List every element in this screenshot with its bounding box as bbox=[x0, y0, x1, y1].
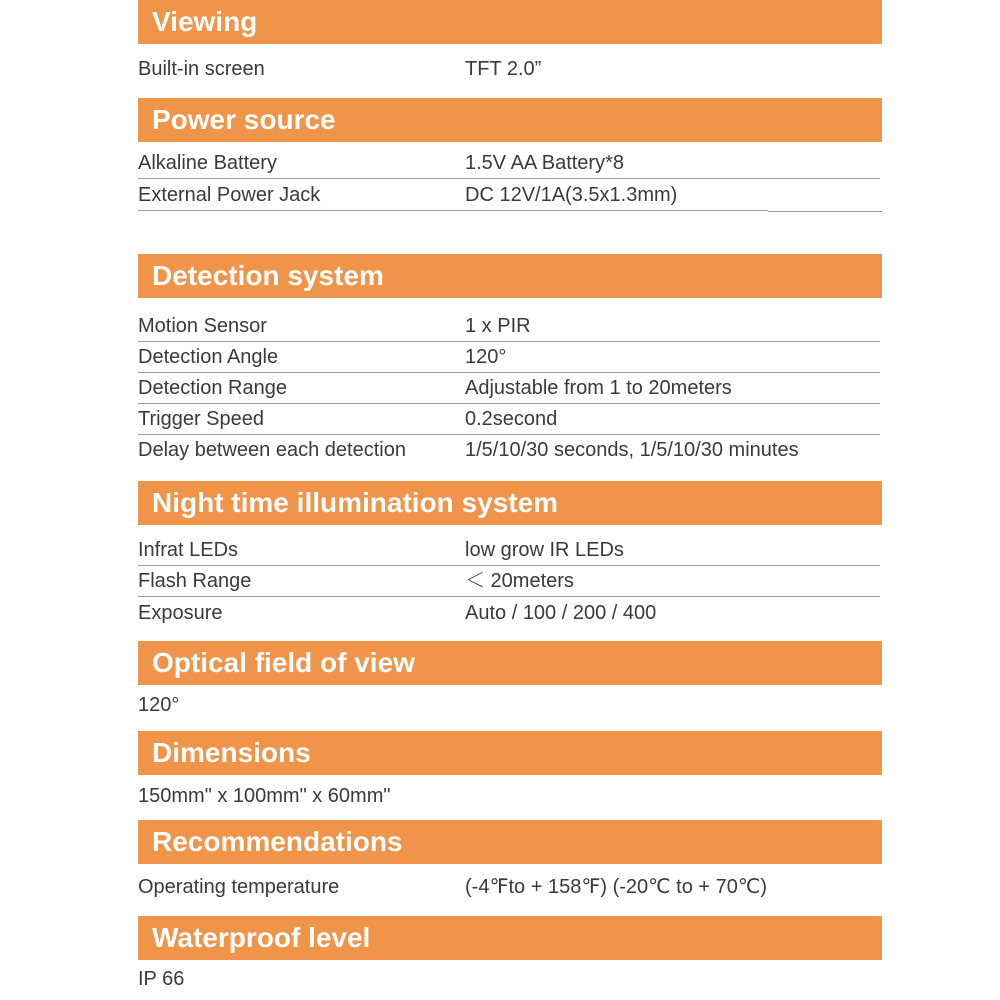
spec-label: Delay between each detection bbox=[138, 439, 406, 461]
spec-value: 120° bbox=[465, 346, 507, 368]
spec-value: Auto / 100 / 200 / 400 bbox=[465, 602, 657, 624]
spec-row-alkaline-battery bbox=[138, 148, 880, 179]
spec-row-detection-range bbox=[138, 373, 880, 404]
spec-value: DC 12V/1A(3.5x1.3mm) bbox=[465, 184, 678, 206]
spec-value: 0.2second bbox=[465, 408, 558, 430]
section-header-viewing: Viewing bbox=[138, 0, 882, 44]
spec-label: Built-in screen bbox=[138, 58, 265, 80]
spec-label: External Power Jack bbox=[138, 184, 321, 206]
spec-row-delay-between-detection bbox=[138, 435, 880, 465]
spec-row-exposure bbox=[138, 598, 880, 628]
spec-row-operating-temperature bbox=[138, 872, 880, 902]
spec-label: Detection Range bbox=[138, 377, 287, 399]
spec-label: Detection Angle bbox=[138, 346, 279, 368]
spec-value: 1/5/10/30 seconds, 1/5/10/30 minutes bbox=[465, 439, 799, 461]
spec-value: TFT 2.0” bbox=[465, 58, 542, 80]
section-header-night-time-illumination: Night time illumination system bbox=[138, 481, 882, 525]
spec-value: ＜ 20meters bbox=[465, 570, 574, 592]
spec-label: Trigger Speed bbox=[138, 408, 264, 430]
spec-value: Adjustable from 1 to 20meters bbox=[465, 377, 732, 399]
spec-label: Motion Sensor bbox=[138, 315, 267, 337]
spec-row-external-power-jack bbox=[138, 180, 880, 210]
spec-label: Infrat LEDs bbox=[138, 539, 239, 561]
spec-row-flash-range bbox=[138, 566, 880, 597]
spec-row-built-in-screen bbox=[138, 54, 880, 84]
spec-row-trigger-speed bbox=[138, 404, 880, 435]
spec-label: Operating temperature bbox=[138, 876, 340, 898]
section-header-dimensions: Dimensions bbox=[138, 731, 882, 775]
spec-value: (-4℉to + 158℉) (-20℃ to + 70℃) bbox=[465, 876, 767, 898]
section-header-power-source: Power source bbox=[138, 98, 882, 142]
dimensions-value: 150mm" x 100mm" x 60mm" bbox=[138, 785, 391, 807]
spec-value: low grow IR LEDs bbox=[465, 539, 624, 561]
spec-row-detection-angle bbox=[138, 342, 880, 373]
spec-label: Exposure bbox=[138, 602, 223, 624]
section-header-waterproof-level: Waterproof level bbox=[138, 916, 882, 960]
section-header-detection-system: Detection system bbox=[138, 254, 882, 298]
row-divider bbox=[768, 211, 882, 212]
spec-value: 1 x PIR bbox=[465, 315, 531, 337]
row-divider bbox=[138, 210, 768, 211]
section-header-optical-field-of-view: Optical field of view bbox=[138, 641, 882, 685]
spec-label: Flash Range bbox=[138, 570, 252, 592]
spec-value: 1.5V AA Battery*8 bbox=[465, 152, 624, 174]
spec-label: Alkaline Battery bbox=[138, 152, 277, 174]
section-header-recommendations: Recommendations bbox=[138, 820, 882, 864]
optical-value: 120° bbox=[138, 694, 180, 716]
spec-row-infrat-leds bbox=[138, 535, 880, 566]
spec-row-motion-sensor bbox=[138, 311, 880, 342]
waterproof-value: IP 66 bbox=[138, 968, 185, 990]
